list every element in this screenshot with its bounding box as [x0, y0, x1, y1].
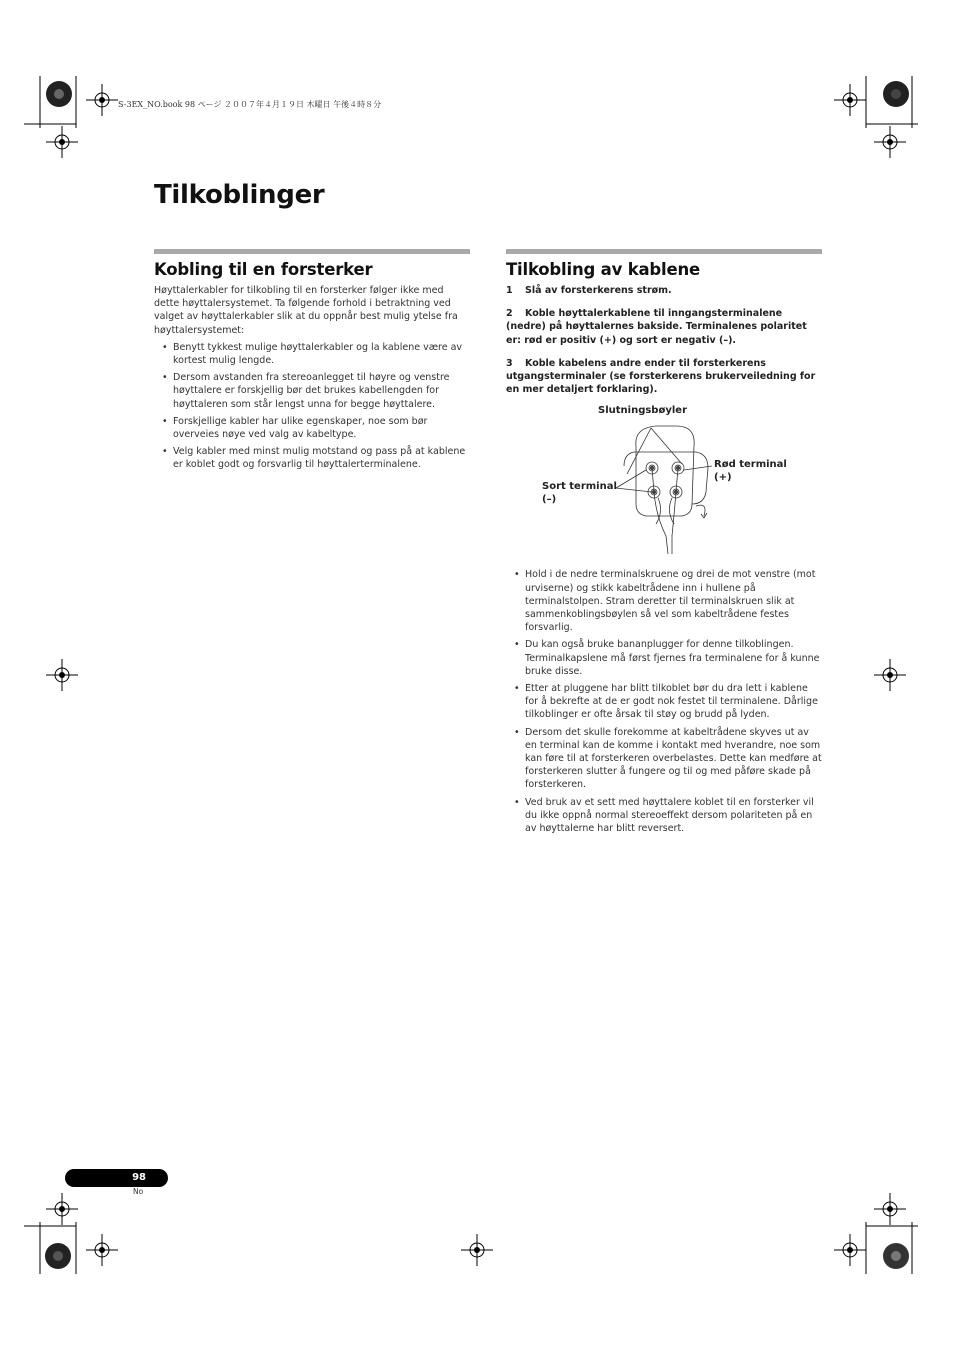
- label-black-terminal-polarity: (–): [542, 494, 557, 506]
- bullet-glyph: •: [162, 372, 168, 384]
- list-item: [506, 682, 822, 722]
- list-item-text: Ved bruk av et sett med høyttalere koblet til en forsterker vil du ikke oppnå normal stereoeffekt dersom polariteten på en av høyttalerne har blitt reversert.: [525, 796, 814, 835]
- bullet-glyph: •: [514, 683, 520, 695]
- list-item: [506, 568, 822, 634]
- page-title: Tilkoblinger: [154, 180, 325, 210]
- list-item: [154, 371, 470, 411]
- list-item: [154, 415, 470, 441]
- label-black-terminal: [542, 480, 617, 506]
- registration-target-icon: [46, 1193, 78, 1229]
- step-number: 2: [506, 308, 513, 320]
- list-item-text: Benytt tykkest mulige høyttalerkabler og la kablene være av kortest mulig lengde.: [173, 341, 463, 367]
- registration-target-icon: [874, 126, 906, 162]
- color-target-icon: [882, 80, 910, 112]
- left-column: [154, 249, 470, 476]
- list-item: [506, 638, 822, 678]
- label-red-terminal-polarity: (+): [714, 472, 732, 484]
- label-red-terminal-text: Rød terminal: [714, 459, 787, 471]
- registration-target-icon: [834, 1234, 866, 1270]
- label-black-terminal-text: Sort terminal: [542, 481, 617, 493]
- registration-target-icon: [86, 84, 118, 120]
- registration-target-icon: [86, 1234, 118, 1270]
- color-target-icon: [882, 1242, 910, 1274]
- section-title-amplifier: Kobling til en forsterker: [154, 260, 373, 279]
- intro-paragraph: Høyttalerkabler for tilkobling til en forsterker følger ikke med dette høyttalersystemet. Ta følgende forhold i betraktning ved valget av høyttalerkabler slik at du oppnår best mulig ytelse fra høyttalersystemet:: [154, 285, 458, 336]
- list-item-text: Hold i de nedre terminalskruene og drei de mot venstre (mot urviserne) og stikk kabeltrådene inn i hullene på terminalstolpen. Stram deretter til terminalskruen slik at sammenkoblingsbøylen så vel som kabeltrådene festes forsvarlig.: [525, 569, 816, 634]
- list-item-text: Etter at pluggene har blitt tilkoblet bør du dra lett i kablene for å bekrefte at de er godt nok festet til terminalene. Dårlige tilkoblinger er ofte årsak til støy og brudd på lyden.: [525, 683, 818, 721]
- step-1: [506, 284, 822, 297]
- bullet-glyph: •: [162, 415, 168, 427]
- list-item: [506, 726, 822, 792]
- cable-tips-list: [154, 341, 470, 472]
- list-item: [154, 341, 470, 367]
- color-target-icon: [45, 80, 73, 112]
- bullet-glyph: •: [162, 341, 168, 353]
- section-rule: [506, 249, 822, 254]
- page-number: 98: [132, 1172, 146, 1183]
- color-target-icon: [44, 1242, 72, 1274]
- list-item-text: Velg kabler med minst mulig motstand og pass på at kablene er koblet godt og forsvarlig til høyttalerterminalene.: [173, 446, 466, 471]
- label-red-terminal: [714, 458, 787, 484]
- section-title-cables: Tilkobling av kablene: [506, 260, 700, 279]
- step-text: Slå av forsterkerens strøm.: [525, 285, 672, 296]
- list-item-text: Dersom avstanden fra stereoanlegget til høyre og venstre høyttalere er forskjellig bør det brukes kabellengden for høyttaleren som står lengst unna for begge høyttalere.: [173, 372, 450, 410]
- bullet-glyph: •: [514, 639, 520, 651]
- list-item-text: Forskjellige kabler har ulike egenskaper, noe som bør overveies nøye ved valg av kabeltype.: [173, 415, 428, 441]
- list-item: [154, 445, 470, 471]
- step-2: [506, 307, 822, 347]
- bullet-glyph: •: [514, 796, 520, 808]
- bullet-glyph: •: [514, 726, 520, 738]
- registration-target-icon: [874, 1193, 906, 1229]
- list-item-text: Dersom det skulle forekomme at kabeltrådene skyves ut av en terminal kan de komme i kontakt med hverandre, noe som kan føre til at forsterkeren overbelastes. Dette kan medføre at forsterkeren slutter å fungere og til og med påføre skade på forsterkeren.: [525, 726, 822, 791]
- registration-target-icon: [834, 84, 866, 120]
- bullet-glyph: •: [514, 569, 520, 581]
- step-number: 1: [506, 285, 513, 296]
- step-text: Koble kabelens andre ender til forsterkerens utgangsterminaler (se forsterkerens brukerveiledning for en mer detaljert forklaring).: [506, 357, 816, 396]
- list-item: [506, 796, 822, 836]
- connection-notes-list: [506, 568, 822, 835]
- list-item-text: Du kan også bruke bananplugger for denne tilkoblingen. Terminalkapslene må først fjernes fra terminalene for å kunne bruke disse.: [525, 639, 820, 677]
- label-bridges: Slutningsbøyler: [598, 405, 687, 417]
- bullet-glyph: •: [162, 446, 168, 458]
- language-code: No: [133, 1187, 144, 1196]
- print-info-header: S-3EX_NO.book 98 ページ ２００７年４月１９日 木曜日 午後４時８分: [118, 100, 382, 109]
- right-column: [506, 249, 822, 839]
- registration-target-icon: [461, 1234, 493, 1270]
- registration-target-icon: [46, 126, 78, 162]
- section-rule: [154, 249, 470, 254]
- step-text: Koble høyttalerkablene til inngangsterminalene (nedre) på høyttalernes bakside. Terminalenes polaritet er: rød er positiv (+) og sort er negativ (–).: [506, 308, 807, 346]
- registration-target-icon: [46, 659, 78, 695]
- registration-target-icon: [874, 659, 906, 695]
- step-3: [506, 357, 822, 397]
- terminal-diagram: [506, 406, 822, 556]
- step-number: 3: [506, 357, 513, 369]
